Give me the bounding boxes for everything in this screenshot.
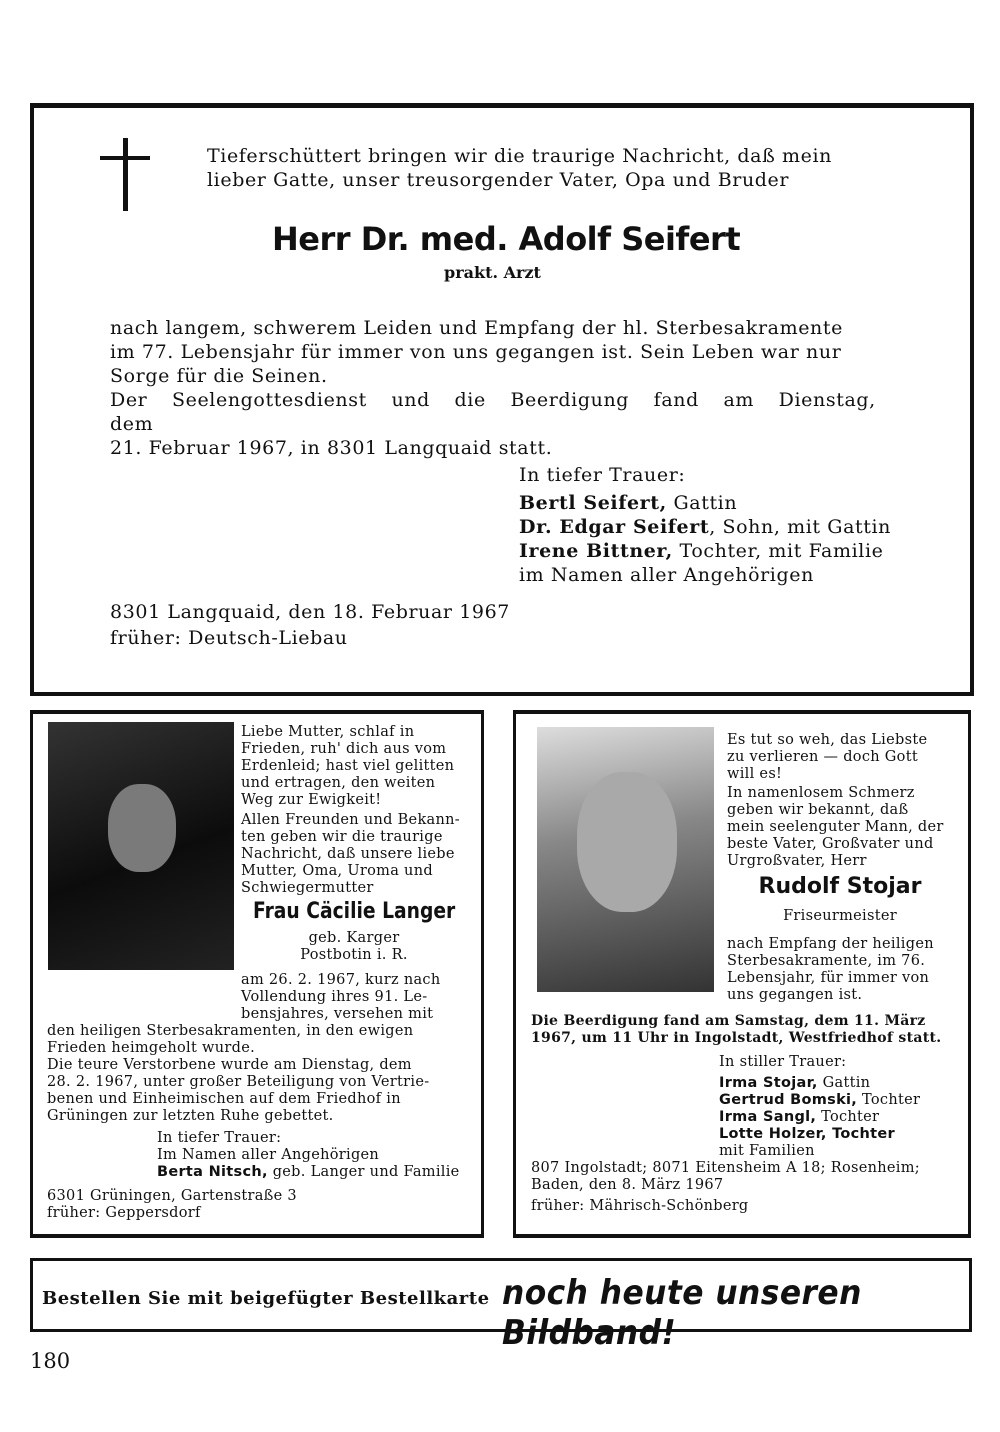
mourner-line [719,1075,959,1092]
text-line: Urgroßvater, Herr [727,853,867,869]
mourner-name: Gertrud Bomski, [719,1092,858,1108]
text-line: Frieden, ruh' dich aus vom [241,741,447,757]
mourning-heading: In tiefer Trauer: [519,464,686,486]
text-line: Mutter, Oma, Uroma und [241,863,433,879]
mourner-line [519,515,939,539]
text-line: den heiligen Sterbesakramenten, in den ewigen [47,1023,414,1039]
text-line: Nachricht, daß unsere liebe [241,846,455,862]
stojar-mourners [719,1054,959,1160]
portrait-photo [48,722,234,970]
text-line: Es tut so weh, das Liebste [727,732,928,748]
mourner-relation: Tochter [816,1109,880,1125]
main-service [110,388,900,460]
face-shape [577,772,677,912]
text-line: 28. 2. 1967, unter großer Beteiligung von Vertrie- [47,1074,430,1090]
main-mourners [519,463,939,587]
text-line: beste Vater, Großvater und [727,836,934,852]
mourner-line [719,1092,959,1109]
occupation-line: Postbotin i. R. [300,947,408,963]
text-line: Schwiegermutter [241,880,374,896]
mourner-name: Lotte Holzer, Tochter [719,1126,895,1142]
text-line: Im Namen aller Angehörigen [157,1147,380,1163]
order-slogan: noch heute unseren Bildband! [502,1273,862,1353]
text-line: Die Beerdigung fand am Samstag, dem 11. März [531,1013,926,1029]
face-shape [108,784,176,872]
text-line: Allen Freunden und Bekann- [241,812,460,828]
mourning-heading: In stiller Trauer: [719,1054,847,1070]
text-line: und ertragen, den weiten [241,775,436,791]
stojar-funeral [531,1013,956,1047]
text-line: Vollendung ihres 91. Le- [241,989,428,1005]
text-line: früher: Mährisch-Schönberg [531,1198,749,1214]
text-line: Baden, den 8. März 1967 [531,1177,724,1193]
langer-details [240,930,468,964]
service-line: Der Seelengottesdienst und die Beerdigung fand am Dienstag, dem [110,389,876,435]
text-line: will es! [727,766,783,782]
text-line: mein seelenguter Mann, der [727,819,944,835]
mourner-relation: geb. Langer und Familie [267,1164,460,1180]
langer-body [47,1023,469,1125]
text-line: Die teure Verstorbene wurde am Dienstag, dem [47,1057,412,1073]
body-line: Sorge für die Seinen. [110,365,328,387]
text-line: früher: Geppersdorf [47,1205,201,1221]
mourner-name: Bertl Seifert, [519,492,667,514]
text-line: benen und Einheimischen auf dem Friedhof in [47,1091,401,1107]
stojar-intro [727,732,953,870]
mourner-relation: , Sohn, mit Gattin [709,516,891,538]
langer-mourners [157,1130,472,1181]
text-line: In tiefer Trauer: [157,1130,282,1146]
langer-address [47,1188,347,1222]
place-date: 8301 Langquaid, den 18. Februar 1967 [110,601,510,623]
mourner-name: Dr. Edgar Seifert [519,516,710,538]
stojar-name: Rudolf Stojar [758,874,922,899]
intro-line: Tieferschüttert bringen wir die traurige Nachricht, daß mein [207,145,832,167]
main-place-date [110,600,510,650]
family-line: mit Familien [719,1143,815,1159]
text-line: Sterbesakramente, im 76. [727,953,926,969]
text-line: bensjahres, versehen mit [241,1006,434,1022]
mourner-line [157,1164,472,1181]
main-body [110,316,900,388]
body-line: nach langem, schwerem Leiden und Empfang der hl. Sterbesakramente [110,317,843,339]
text-line: nach Empfang der heiligen [727,936,934,952]
langer-date [241,972,468,1023]
text-line: Frieden heimgeholt wurde. [47,1040,255,1056]
mourner-name: Irma Sangl, [719,1109,817,1125]
mourner-line [519,539,939,563]
text-line: In namenlosem Schmerz [727,785,915,801]
formerly: früher: Deutsch-Liebau [110,627,348,649]
page-number: 180 [30,1349,71,1373]
langer-intro [241,724,468,897]
mourner-line [719,1109,959,1126]
langer-name: Frau Cäcilie Langer [253,899,456,924]
mourner-line [719,1126,959,1143]
text-line: ten geben wir die traurige [241,829,443,845]
mourner-name: Berta Nitsch, [157,1164,268,1180]
portrait-photo [537,727,714,992]
cross-icon [100,138,150,213]
text-line: uns gegangen ist. [727,987,863,1003]
mourner-relation: Gattin [817,1075,871,1091]
text-line: 807 Ingolstadt; 8071 Eitensheim A 18; Rosenheim; [531,1160,920,1176]
text-line: Grüningen zur letzten Ruhe gebettet. [47,1108,334,1124]
main-intro [207,144,897,192]
text-line: 6301 Grüningen, Gartenstraße 3 [47,1188,297,1204]
service-line: 21. Februar 1967, in 8301 Langquaid statt. [110,437,553,459]
body-line: im 77. Lebensjahr für immer von uns gegangen ist. Sein Leben war nur [110,341,842,363]
intro-line: lieber Gatte, unser treusorgender Vater, Opa und Bruder [207,169,790,191]
text-line: Weg zur Ewigkeit! [241,792,382,808]
mourner-name: Irma Stojar, [719,1075,818,1091]
mourners-tail: im Namen aller Angehörigen [519,564,814,586]
text-line: am 26. 2. 1967, kurz nach [241,972,441,988]
text-line: geben wir bekannt, daß [727,802,909,818]
stojar-occupation: Friseurmeister [783,908,897,924]
text-line: 1967, um 11 Uhr in Ingolstadt, Westfriedhof statt. [531,1030,942,1046]
mourner-line [519,491,939,515]
stojar-address [531,1160,959,1215]
order-text: Bestellen Sie mit beigefügter Bestellkarte [42,1288,490,1309]
mourner-relation: Tochter, mit Familie [672,540,884,562]
deceased-name: Herr Dr. med. Adolf Seifert [272,220,741,258]
text-line: zu verlieren — doch Gott [727,749,918,765]
stojar-after [727,936,953,1004]
text-line: Lebensjahr, für immer von [727,970,930,986]
mourner-relation: Gattin [666,492,738,514]
text-line: Liebe Mutter, schlaf in [241,724,415,740]
mourner-relation: Tochter [857,1092,921,1108]
mourner-name: Irene Bittner, [519,540,673,562]
born-line: geb. Karger [308,930,400,946]
deceased-title: prakt. Arzt [444,263,541,282]
text-line: Erdenleid; hast viel gelitten [241,758,455,774]
